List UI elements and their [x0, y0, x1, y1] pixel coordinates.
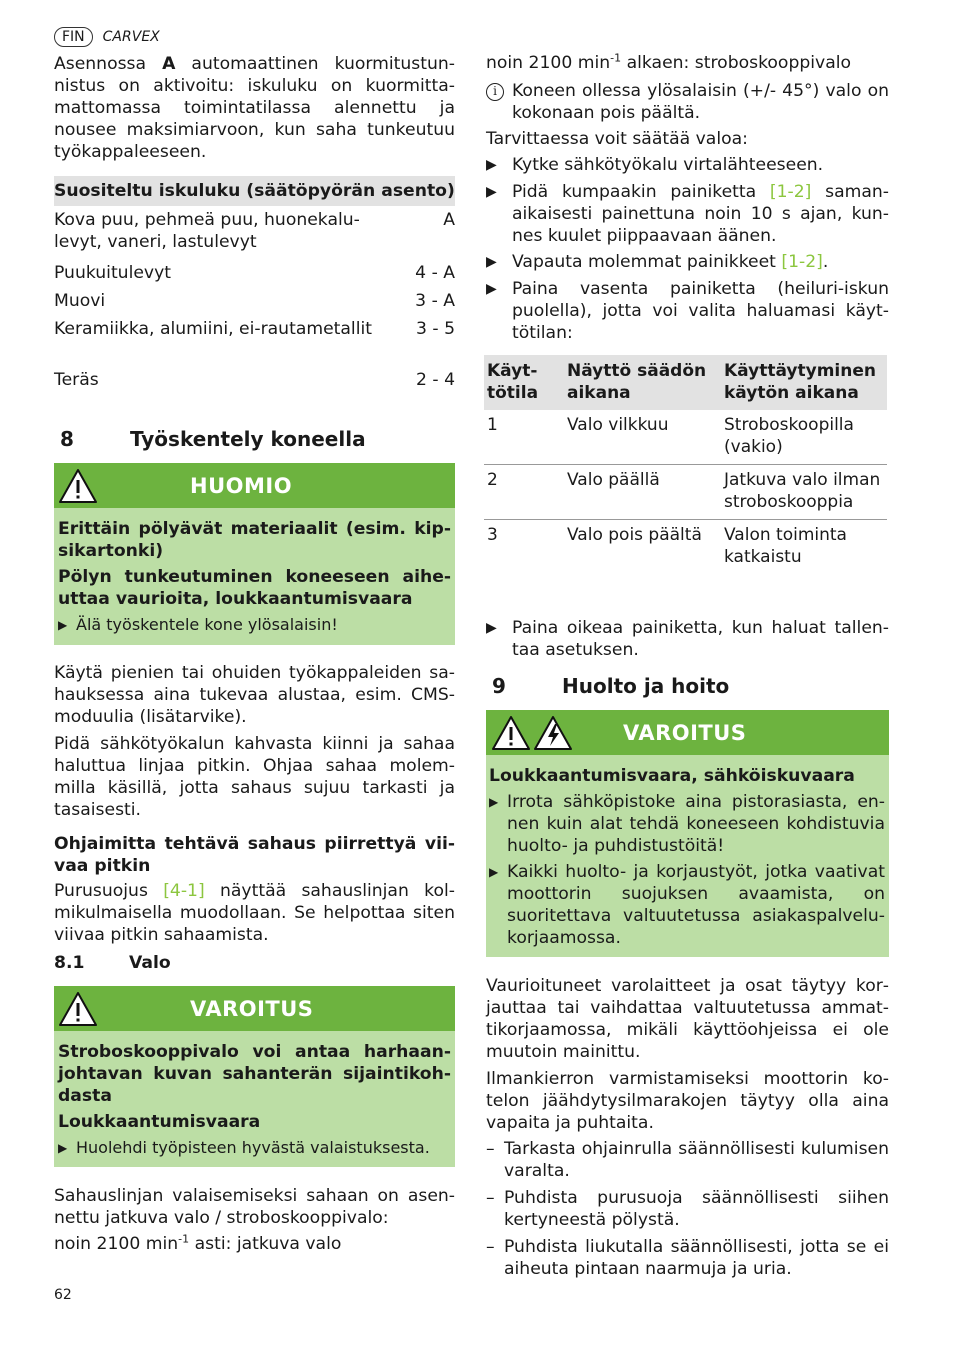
warning-line-1: Stroboskooppivalo voi antaa harhaanjohtavan kuvan sahanterän sijaintikohdasta	[58, 1042, 451, 1106]
column-header: Käyttötila	[484, 355, 564, 410]
step-item: ▶ Paina vasenta painiketta (heiluri-iskun puolella), jotta voi valita haluamasi käyttötilan:	[486, 279, 889, 343]
paragraph-ventilation: Ilmankierron varmistamiseksi moottorin kotelon jäähdytysilmarakojen täytyy olla aina vapaita ja puhtaita.	[486, 1069, 889, 1133]
caution-box	[54, 463, 455, 645]
column-header: Käyttäytyminen käytön aikana	[721, 355, 887, 410]
paragraph-strobe: noin 2100 $\min^{-1}$ alkaen: stroboskooppivalo	[486, 51, 852, 73]
warning-line-2: Loukkaantumisvaara	[58, 1112, 261, 1132]
step-item: ▶ Vapauta molemmat painikkeet [1-2].	[486, 252, 829, 272]
figure-reference: [4-1]	[163, 881, 205, 901]
figure-reference: [1-2]	[781, 252, 823, 272]
table-row: 2 Valo päällä Jatkuva valo ilman stroboskooppia	[484, 465, 887, 520]
warning-box-light	[54, 986, 455, 1167]
mode-table-header	[484, 355, 887, 410]
paragraph-light: Sahauslinjan valaisemiseksi sahaan on asennettu jatkuva valo / stroboskooppivalo:	[54, 1186, 455, 1228]
warning-title: VAROITUS	[190, 996, 314, 1021]
caution-line-2: Pölyn tunkeutuminen koneeseen aiheuttaa vaurioita, loukkaantumisvaara	[58, 567, 451, 609]
paragraph-workpieces: Käytä pienien tai ohuiden työkappaleiden sahauksessa aina tukevaa alustaa, esim. CMS-moduulia (lisätarvike).	[54, 663, 455, 727]
section-heading-8: 8 Työskentely koneella	[60, 427, 366, 451]
section-heading-9: 9 Huolto ja hoito	[492, 674, 730, 698]
paragraph-continuous-light: noin 2100 $\min^{-1}$ asti: jatkuva valo	[54, 1232, 342, 1254]
paragraph-sawing: Pidä sähkötyökalun kahvasta kiinni ja sahaa haluttua linjaa pitkin. Ohjaa sahaa molemmilla käsillä, jotta sahaus sujuu tarkasti ja tasaisesti.	[54, 734, 455, 820]
warning-title: VAROITUS	[623, 720, 747, 745]
caution-title: HUOMIO	[190, 473, 293, 498]
subheading-freehand: Ohjaimitta tehtävä sahaus piirrettyä viivaa pitkin	[54, 834, 455, 876]
table-row: 1 Valo vilkkuu Stroboskoopilla (vakio)	[484, 410, 887, 465]
stroke-rate-table	[54, 176, 455, 397]
section-heading-8-1: 8.1 Valo	[54, 953, 171, 973]
table-row: Kova puu, pehmeä puu, huonekalulevyt, vaneri, lastulevyt A	[54, 210, 455, 252]
list-item: – Puhdista purusuoja säännöllisesti siihen kertyneestä pölystä.	[486, 1188, 889, 1230]
electric-shock-icon	[532, 714, 574, 752]
table-row: Puukuitulevyt 4 - A	[54, 263, 455, 283]
warning-bullet: ▶ Huolehdi työpisteen hyvästä valaistuksesta.	[58, 1138, 430, 1157]
paragraph-repairs: Vaurioituneet varolaitteet ja osat täytyy korjauttaa tai vaihdattaa valtuutetussa ammattikorjaamossa, mikäli käyttöohjeissa ei ole muutoin mainittu.	[486, 976, 889, 1062]
warning-triangle-icon	[57, 990, 99, 1028]
warning-triangle-icon	[490, 714, 532, 752]
caution-bullet: ▶ Älä työskentele kone ylösalaisin!	[58, 615, 338, 634]
step-item-save: ▶ Paina oikeaa painiketta, kun haluat tallentaa asetuksen.	[486, 618, 889, 660]
paragraph-guard: Purusuojus [4-1] näyttää sahauslinjan kolmikulmaisella muodollaan. Se helpottaa siten viivaa pitkin sahaamista.	[54, 881, 455, 945]
product-name: CARVEX	[102, 29, 160, 45]
table-row: 3 Valo pois päältä Valon toiminta katkaistu	[487, 525, 847, 567]
intro-paragraph: Asennossa A automaattinen kuormitustunnistus on aktivoitu: iskuluku on kuormittamattomassa toimintatilassa alennettu ja nousee maksimiarvoon, kun saha tunkeutuu työkappaleeseen.	[54, 54, 455, 162]
warning-header	[54, 986, 455, 1031]
page-number: 62	[54, 1287, 72, 1303]
warning-line-1: Loukkaantumisvaara, sähköiskuvaara	[489, 766, 855, 786]
warning-box-maintenance	[486, 710, 889, 957]
stroke-rate-table-header: Suositeltu iskuluku (säätöpyörän asento)	[54, 176, 455, 206]
figure-reference: [1-2]	[769, 182, 812, 202]
warning-bullet: ▶ Irrota sähköpistoke aina pistorasiasta, ennen kuin alat tehdä koneeseen kohdistuvia huolto- ja puhdistustöitä!	[489, 792, 885, 856]
list-item: – Tarkasta ohjainrulla säännöllisesti kulumisen varalta.	[486, 1139, 889, 1181]
list-item: – Puhdista liukutalla säännöllisesti, jotta se ei aiheuta pintaan naarmuja ja uria.	[486, 1237, 889, 1279]
step-item: ▶ Kytke sähkötyökalu virtalähteeseen.	[486, 155, 824, 175]
table-row: Teräs 2 - 4	[54, 370, 455, 390]
caution-header	[54, 463, 455, 508]
step-item: ▶ Pidä kumpaakin painiketta [1-2] samanaikaisesti painettuna noin 10 s ajan, kunnes kuulet piippaavaan äänen.	[486, 182, 889, 246]
column-header: Näyttö säädön aikana	[564, 355, 721, 410]
table-row: Keramiikka, alumiini, ei-rautametallit 3 - 5	[54, 319, 455, 339]
language-badge: FIN	[54, 27, 93, 47]
page-header	[54, 26, 160, 48]
warning-bullet: ▶ Kaikki huolto- ja korjaustyöt, jotka vaativat moottorin suojuksen avaamista, on suoritettava valtuutetussa asiakaspalvelukorjaamossa.	[489, 862, 885, 948]
info-note: i Koneen ollessa ylösalaisin (+/- 45°) valo on kokonaan pois päältä.	[486, 80, 889, 124]
table-row: Muovi 3 - A	[54, 291, 455, 311]
caution-line-1: Erittäin pölyävät materiaalit (esim. kipsikartonki)	[58, 519, 451, 561]
warning-triangle-icon	[57, 467, 99, 505]
paragraph-adjust: Tarvittaessa voit säätää valoa:	[486, 129, 748, 149]
info-icon: i	[486, 83, 504, 101]
mode-table	[484, 355, 887, 574]
warning-header	[486, 710, 889, 755]
